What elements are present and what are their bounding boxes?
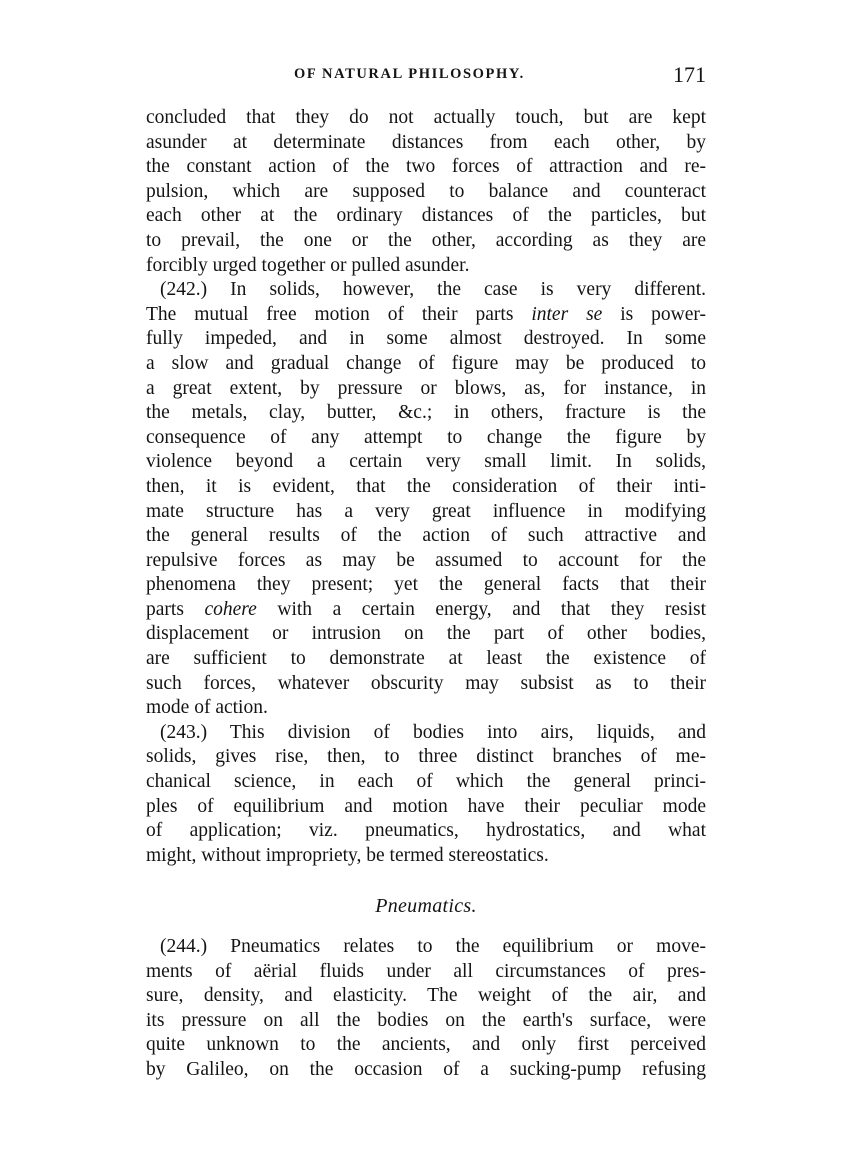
text-line: such forces, whatever obscurity may subsist as to their — [146, 672, 706, 694]
text-line: then, it is evident, that the consideration of their inti- — [146, 475, 706, 497]
text-line: the constant action of the two forces of attraction and re- — [146, 156, 706, 178]
page-number: 171 — [673, 62, 706, 87]
text-line: by Galileo, on the occasion of a sucking-pump refusing — [146, 1058, 706, 1080]
text-line: consequence of any attempt to change the figure by — [146, 426, 706, 448]
text-line: repulsive forces as may be assumed to account for the — [146, 549, 706, 571]
text-line-with-italic — [146, 598, 706, 623]
running-head — [146, 62, 706, 88]
text-line: are sufficient to demonstrate at least the existence of — [146, 648, 706, 670]
italic-phrase: inter se — [531, 303, 603, 325]
text-line: mate structure has a very great influence in modifying — [146, 500, 706, 522]
text-line: fully impeded, and in some almost destroyed. In some — [146, 328, 706, 350]
text-line: its pressure on all the bodies on the earth's surface, were — [146, 1009, 706, 1031]
text-line: a slow and gradual change of figure may be produced to — [146, 352, 706, 374]
paragraph-244-start: (244.) Pneumatics relates to the equilibrium or move- — [160, 936, 706, 957]
section-text — [146, 935, 706, 1083]
text-line-with-italic — [146, 303, 706, 328]
text-line: asunder at determinate distances from each other, by — [146, 131, 706, 153]
text-line: quite unknown to the ancients, and only first perceived — [146, 1034, 706, 1056]
text-line: the metals, clay, butter, &c.; in others, fracture is the — [146, 402, 706, 424]
text-segment: parts — [146, 598, 184, 620]
section-heading: Pneumatics. — [375, 895, 477, 917]
text-segment: is power- — [602, 303, 706, 325]
text-line: solids, gives rise, then, to three distinct branches of me- — [146, 746, 706, 768]
text-line: phenomena they present; yet the general facts that their — [146, 574, 706, 596]
text-segment: with a certain energy, and that they resist — [256, 598, 707, 620]
italic-word: cohere — [204, 598, 257, 620]
text-line: violence beyond a certain very small limit. In solids, — [146, 451, 706, 473]
paragraph-243-start: (243.) This division of bodies into airs, liquids, and — [160, 721, 706, 743]
paragraph-242-start: (242.) In solids, however, the case is very different. — [160, 279, 706, 301]
main-text — [146, 106, 706, 868]
text-line: mode of action. — [146, 697, 268, 719]
text-line: pulsion, which are supposed to balance and counteract — [146, 180, 706, 202]
text-line: a great extent, by pressure or blows, as, for instance, in — [146, 377, 706, 399]
text-line: displacement or intrusion on the part of other bodies, — [146, 623, 706, 645]
text-line: concluded that they do not actually touch, but are kept — [146, 107, 706, 128]
book-page — [146, 0, 706, 1150]
text-line: to prevail, the one or the other, according as they are — [146, 229, 706, 251]
text-line: sure, density, and elasticity. The weight of the air, and — [146, 985, 706, 1007]
running-title: OF NATURAL PHILOSOPHY. — [294, 66, 525, 82]
text-line: each other at the ordinary distances of the particles, but — [146, 205, 706, 227]
text-segment: The mutual free motion of their parts — [146, 303, 514, 325]
text-line: of application; viz. pneumatics, hydrostatics, and what — [146, 820, 706, 842]
text-line: ments of aërial fluids under all circumstances of pres- — [146, 960, 706, 982]
text-line: forcibly urged together or pulled asunder. — [146, 254, 470, 276]
text-line: the general results of the action of such attractive and — [146, 525, 706, 547]
text-line: chanical science, in each of which the general princi- — [146, 771, 706, 793]
text-line: might, without impropriety, be termed stereostatics. — [146, 844, 549, 866]
text-line: ples of equilibrium and motion have their peculiar mode — [146, 795, 706, 817]
